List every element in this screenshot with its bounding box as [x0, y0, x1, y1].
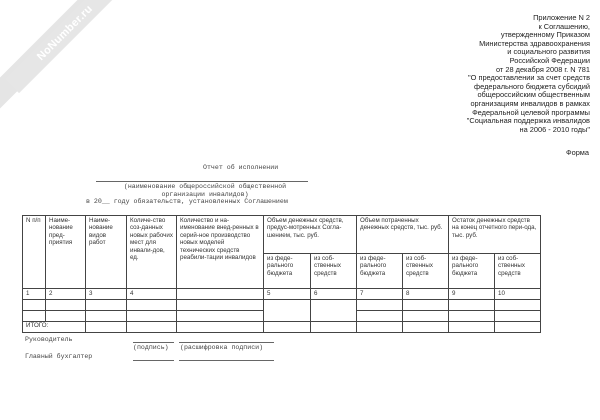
column-number: 9: [449, 289, 495, 300]
table-row: [23, 300, 541, 311]
chief-accountant-label: Главный бухгалтер: [25, 353, 93, 360]
table-cell[interactable]: [127, 322, 177, 333]
org-caption-line-1: (наименование общероссийской общественной: [123, 183, 287, 190]
table-cell[interactable]: [357, 300, 403, 311]
subheader-own: из соб-ственных средств: [403, 254, 449, 289]
appendix-line: от 28 декабря 2008 г. N 781: [495, 64, 590, 74]
decode-caption: (расшифровка подписи): [180, 344, 264, 351]
table-cell[interactable]: [449, 322, 495, 333]
table-cell[interactable]: [495, 300, 541, 311]
column-number: 1: [23, 289, 46, 300]
org-caption-line-2: организации инвалидов): [161, 191, 249, 198]
table-cell[interactable]: [357, 322, 403, 333]
table-cell[interactable]: [177, 322, 264, 333]
table-cell[interactable]: [357, 311, 403, 322]
head-decode-line[interactable]: [179, 342, 274, 343]
appendix-header: [330, 14, 590, 134]
column-number: 7: [357, 289, 403, 300]
appendix-line: к Соглашению,: [538, 21, 590, 31]
column-number: 3: [86, 289, 127, 300]
org-name-caption: [100, 183, 310, 199]
subheader-federal: из феде-рального бюджета: [264, 254, 311, 289]
column-number: [177, 289, 264, 300]
head-label: Руководитель: [25, 336, 73, 343]
appendix-line: на 2006 - 2010 годы": [519, 124, 590, 134]
watermark: NoNumber.ru: [5, 0, 125, 93]
form-label: Форма: [565, 148, 589, 157]
header-rehab-models: Количество и на-именование внед-ренных в серий-ное производство новых моделей технических средств реабили-тации инвалидов: [177, 216, 264, 289]
subheader-own: из соб-ственных средств: [311, 254, 357, 289]
subheader-own: из соб-ственных средств: [495, 254, 541, 289]
report-year-line: в 20__ году обязательств, установленных Соглашением: [86, 198, 288, 205]
column-number: 2: [46, 289, 86, 300]
appendix-line: Российской Федерации: [509, 55, 590, 65]
table-cell[interactable]: [449, 311, 495, 322]
column-number: 6: [311, 289, 357, 300]
column-number: 4: [127, 289, 177, 300]
table-cell[interactable]: [23, 300, 46, 311]
head-signature-line[interactable]: [133, 342, 174, 343]
table-cell[interactable]: [127, 311, 177, 322]
org-name-line[interactable]: [96, 181, 308, 182]
header-planned-funds: Объем денежных средств, предус-мотренных Согла-шением, тыс. руб.: [264, 216, 357, 254]
table-cell[interactable]: [86, 311, 127, 322]
total-row: [23, 322, 541, 333]
appendix-line: и социального развития: [507, 47, 590, 57]
table-cell[interactable]: [264, 322, 311, 333]
table-cell[interactable]: [86, 300, 127, 311]
appendix-line: Министерства здравоохранения: [479, 38, 590, 48]
header-number: N п/п: [23, 216, 46, 289]
table-cell[interactable]: [495, 322, 541, 333]
table-cell[interactable]: [23, 311, 46, 322]
table-cell[interactable]: [46, 300, 86, 311]
total-label: ИТОГО:: [23, 322, 86, 333]
appendix-line: "Социальная поддержка инвалидов: [466, 116, 590, 126]
header-work-types: Наиме-нование видов работ: [86, 216, 127, 289]
appendix-line: "О предоставлении за счет средств: [468, 73, 590, 83]
column-number: 8: [403, 289, 449, 300]
header-remaining-funds: Остаток денежных средств на конец отчетного пери-ода, тыс. руб.: [449, 216, 541, 254]
table-cell[interactable]: [86, 322, 127, 333]
table-cell[interactable]: [403, 300, 449, 311]
accountant-decode-line[interactable]: [179, 360, 274, 361]
table-cell[interactable]: [46, 311, 86, 322]
accountant-signature-line[interactable]: [133, 360, 174, 361]
report-table: [22, 215, 541, 333]
table-cell[interactable]: [127, 300, 177, 311]
appendix-line: Приложение N 2: [533, 13, 590, 22]
subheader-federal: из феде-рального бюджета: [449, 254, 495, 289]
table-cell[interactable]: [495, 311, 541, 322]
column-number: 10: [495, 289, 541, 300]
header-new-jobs: Количе-ство соз-данных новых рабочих мест для инвали-дов, ед.: [127, 216, 177, 289]
table-cell[interactable]: [403, 311, 449, 322]
signature-caption: (подпись): [133, 344, 169, 351]
appendix-line: утвержденному Приказом: [500, 30, 590, 40]
appendix-line: Федеральной целевой программы: [472, 107, 590, 117]
table-cell[interactable]: [311, 322, 357, 333]
header-enterprise: Наиме-нование пред-приятия: [46, 216, 86, 289]
report-title: Отчет об исполнении: [203, 164, 279, 171]
column-number-row: [23, 289, 541, 300]
header-spent-funds: Объем потраченных денежных средств, тыс. руб.: [357, 216, 449, 254]
appendix-line: федерального бюджета субсидий: [474, 81, 590, 91]
table-cell[interactable]: [177, 300, 264, 311]
table-cell[interactable]: [449, 300, 495, 311]
column-number: 5: [264, 289, 311, 300]
appendix-line: организациям инвалидов в рамках: [470, 98, 590, 108]
table-cell[interactable]: [311, 300, 357, 322]
subheader-federal: из феде-рального бюджета: [357, 254, 403, 289]
table-cell[interactable]: [177, 311, 264, 322]
table-header-row: [23, 216, 541, 254]
table-cell[interactable]: [403, 322, 449, 333]
appendix-line: общероссийским общественным: [477, 90, 590, 100]
table-cell[interactable]: [264, 300, 311, 322]
